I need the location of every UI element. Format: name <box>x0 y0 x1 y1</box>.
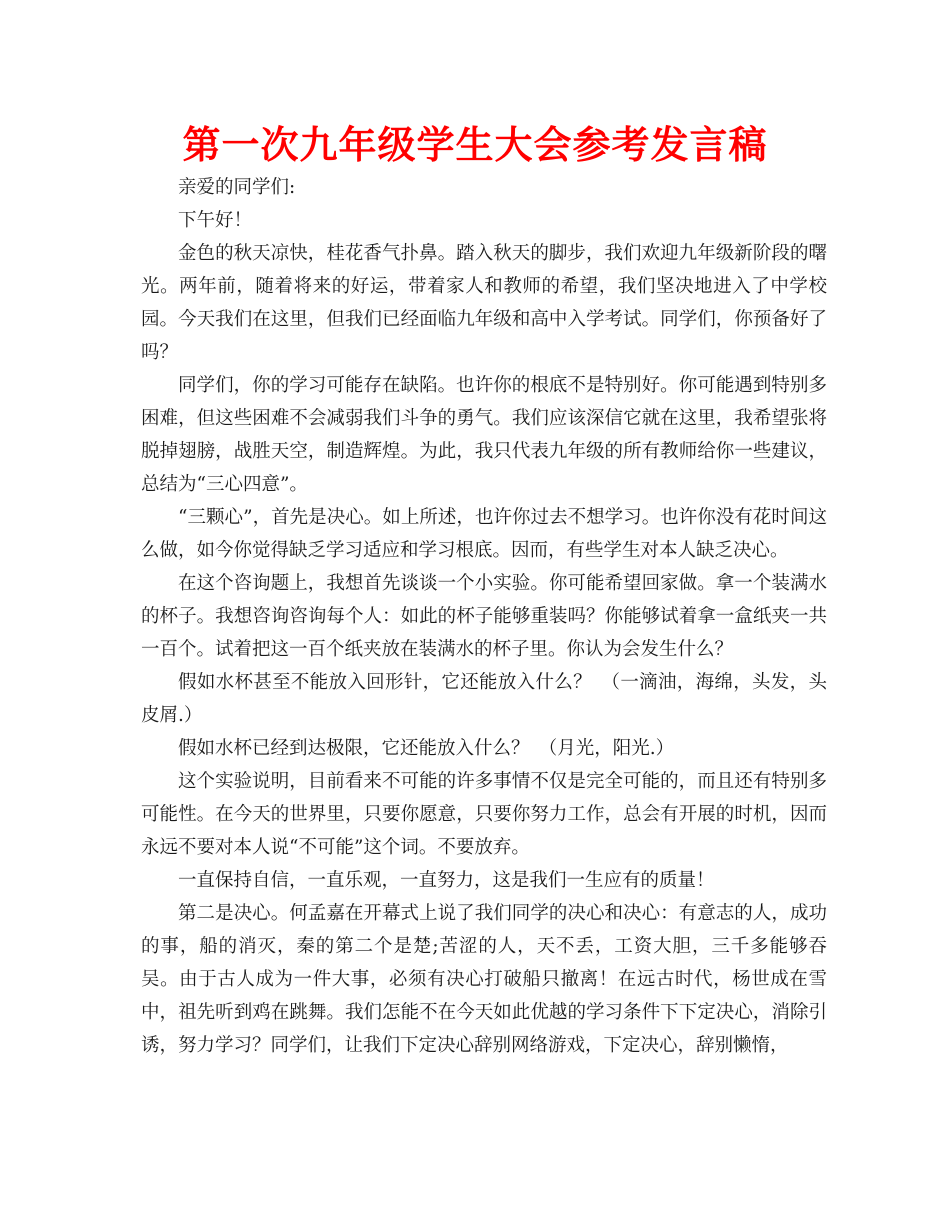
document-body <box>141 171 827 1062</box>
paragraph-three-hearts: “三颗心”，首先是决心。如上所述，也许你过去不想学习。也许你没有花时间这么做，如今你觉得缺乏学习适应和学习根底。因而，有些学生对本人缺乏决心。 <box>141 507 827 561</box>
paragraph-conclusion: 这个实验说明，目前看来不可能的许多事情不仅是完全可能的，而且还有特别多可能性。在今天的世界里，只要你愿意，只要你努力工作，总会有开展的时机，因而永远不要对本人说“不可能”这个词。不要放弃。 <box>141 771 827 858</box>
paragraph-question-2: 假如水杯已经到达极限，它还能放入什么？ （月光，阳光.） <box>178 738 675 759</box>
paragraph-determination: 第二是决心。何孟嘉在开幕式上说了我们同学的决心和决心：有意志的人，成功的事，船的消灭，秦的第二个是楚;苦涩的人，天不丢，工资大胆，三千多能够吞吴。由于古人成为一件大事，必须有决心打破船只撤离！在远古时代，杨世成在雪中，祖先听到鸡在跳舞。我们怎能不在今天如此优越的学习条件下下定决心，消除引诱，努力学习？同学们，让我们下定决心辞别网络游戏，下定决心，辞别懒惰， <box>141 903 827 1056</box>
paragraph-confidence: 一直保持自信，一直乐观，一直努力，这是我们一生应有的质量！ <box>178 870 715 891</box>
greeting: 下午好！ <box>178 210 253 231</box>
paragraph-question-1: 假如水杯甚至不能放入回形针，它还能放入什么？ （一滴油，海绵，头发，头皮屑.） <box>141 672 827 726</box>
paragraph-difficulties: 同学们，你的学习可能存在缺陷。也许你的根底不是特别好。你可能遇到特别多困难，但这些困难不会减弱我们斗争的勇气。我们应该深信它就在这里，我希望张将脱掉翅膀，战胜天空，制造辉煌。为此，我只代表九年级的所有教师给你一些建议，总结为“三心四意”。 <box>141 375 827 495</box>
paragraph-autumn: 金色的秋天凉快，桂花香气扑鼻。踏入秋天的脚步，我们欢迎九年级新阶段的曙光。两年前，随着将来的好运，带着家人和教师的希望，我们坚决地进入了中学校园。今天我们在这里，但我们已经面临九年级和高中入学考试。同学们，你预备好了吗？ <box>141 243 827 363</box>
paragraph-experiment: 在这个咨询题上，我想首先谈谈一个小实验。你可能希望回家做。拿一个装满水的杯子。我想咨询咨询每个人：如此的杯子能够重装吗？你能够试着拿一盒纸夹一共一百个。试着把这一百个纸夹放在装满水的杯子里。你认为会发生什么？ <box>141 573 827 660</box>
salutation: 亲爱的同学们: <box>178 177 296 198</box>
document-title: 第一次九年级学生大会参考发言稿 <box>182 123 768 167</box>
